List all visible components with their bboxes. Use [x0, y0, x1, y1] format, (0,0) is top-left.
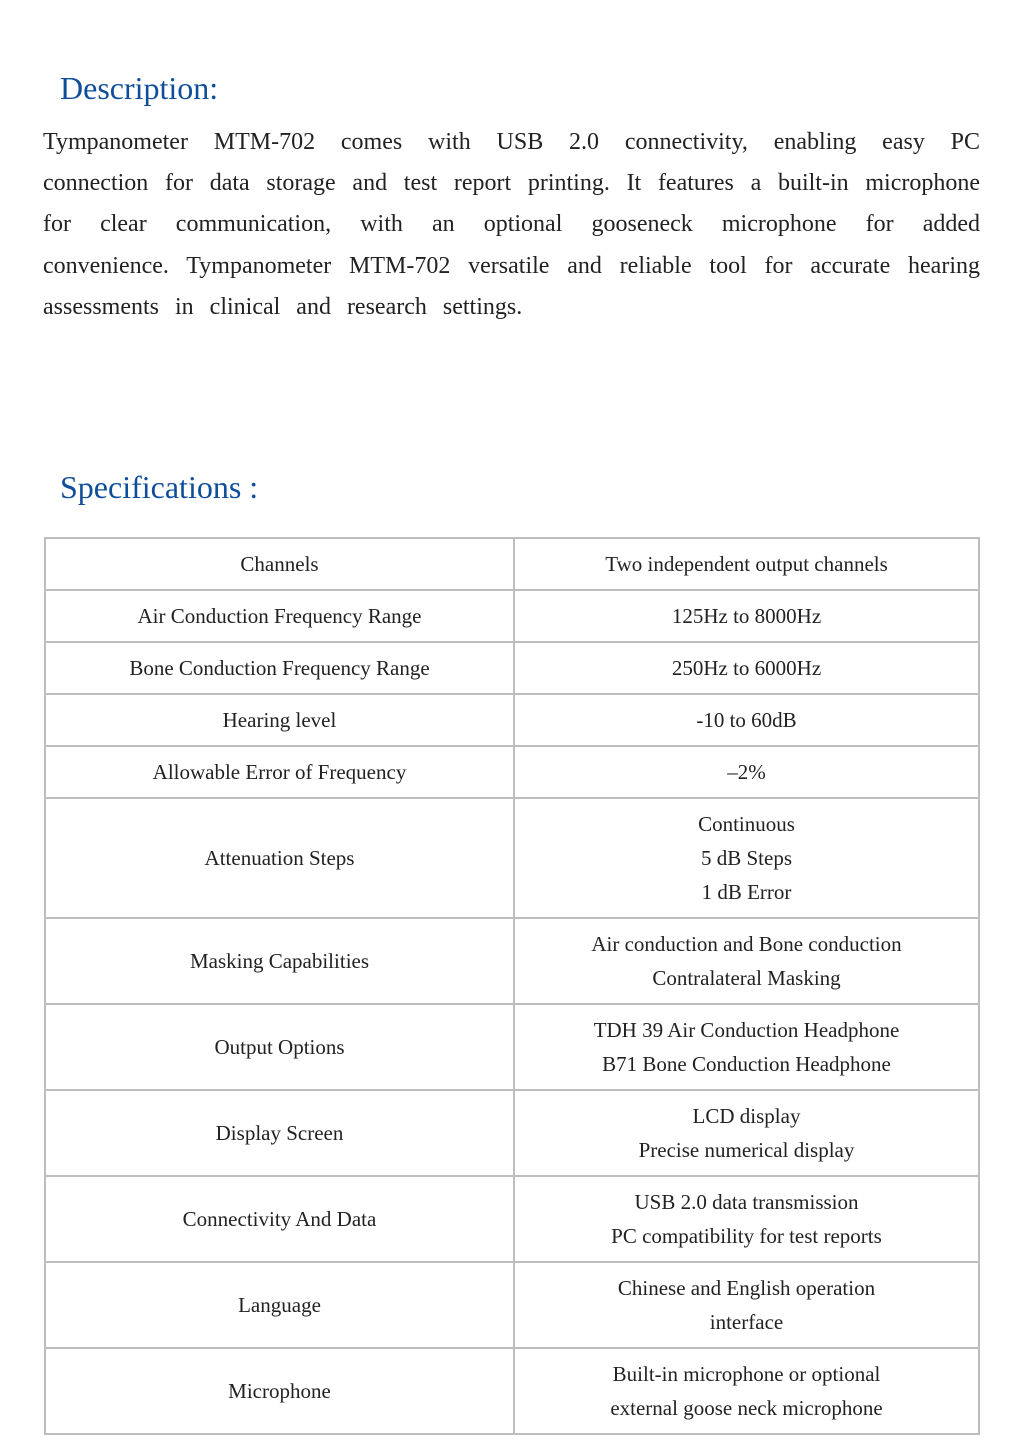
spec-value-line: Two independent output channels — [605, 552, 888, 576]
spec-value — [514, 798, 979, 918]
spec-value — [514, 1176, 979, 1262]
spec-label: Microphone — [45, 1348, 514, 1434]
table-row — [45, 1176, 979, 1262]
table-row — [45, 746, 979, 798]
spec-value-line: LCD display — [692, 1104, 801, 1128]
spec-label: Allowable Error of Frequency — [45, 746, 514, 798]
spec-value-line: PC compatibility for test reports — [611, 1224, 882, 1248]
spec-value-line: Built-in microphone or optional — [612, 1362, 881, 1386]
description-heading: Description: — [60, 70, 219, 106]
spec-value-line: 5 dB Steps — [700, 846, 792, 870]
spec-label: Channels — [45, 538, 514, 590]
spec-value — [514, 1004, 979, 1090]
spec-value — [514, 746, 979, 798]
spec-value-line: Continuous — [698, 812, 795, 836]
spec-value-line: Chinese and English operation — [617, 1276, 876, 1300]
spec-label: Language — [45, 1262, 514, 1348]
table-row — [45, 1090, 979, 1176]
table-row — [45, 694, 979, 746]
spec-value — [514, 918, 979, 1004]
table-row — [45, 1348, 979, 1434]
specifications-table — [44, 537, 980, 1435]
spec-label: Attenuation Steps — [45, 798, 514, 918]
spec-value-line: TDH 39 Air Conduction Headphone — [593, 1018, 900, 1042]
spec-value-line: external goose neck microphone — [610, 1396, 883, 1420]
spec-value — [514, 1348, 979, 1434]
spec-value — [514, 642, 979, 694]
table-row — [45, 918, 979, 1004]
spec-value-line: Air conduction and Bone conduction — [591, 932, 902, 956]
specifications-heading: Specifications : — [60, 469, 259, 505]
table-row — [45, 538, 979, 590]
spec-value-line: 250Hz to 6000Hz — [671, 656, 822, 680]
spec-value-line: –2% — [727, 760, 766, 784]
table-row — [45, 642, 979, 694]
spec-value-line: interface — [709, 1310, 784, 1334]
spec-label: Air Conduction Frequency Range — [45, 590, 514, 642]
spec-label: Display Screen — [45, 1090, 514, 1176]
table-row — [45, 1004, 979, 1090]
table-row — [45, 1262, 979, 1348]
spec-value — [514, 590, 979, 642]
table-row — [45, 590, 979, 642]
spec-value-line: B71 Bone Conduction Headphone — [602, 1052, 891, 1076]
spec-value-line: Precise numerical display — [638, 1138, 855, 1162]
spec-value — [514, 1262, 979, 1348]
spec-value-line: -10 to 60dB — [696, 708, 797, 732]
spec-label: Output Options — [45, 1004, 514, 1090]
description-paragraph: Tympanometer MTM-702 comes with USB 2.0 connectivity, enabling easy PC connection for data storage and test report printing. It features a built-in microphone for clear communication, with an optional gooseneck microphone for added convenience. Tympanometer MTM-702 versatile and reliable tool for accurate hearing assessments in clinical and research settings. — [43, 129, 980, 320]
spec-value — [514, 1090, 979, 1176]
spec-value-line: 1 dB Error — [701, 880, 792, 904]
spec-label: Masking Capabilities — [45, 918, 514, 1004]
spec-label: Bone Conduction Frequency Range — [45, 642, 514, 694]
spec-value-line: 125Hz to 8000Hz — [671, 604, 822, 628]
table-row — [45, 798, 979, 918]
spec-value — [514, 538, 979, 590]
spec-value-line: Contralateral Masking — [652, 966, 841, 990]
spec-value — [514, 694, 979, 746]
spec-label: Connectivity And Data — [45, 1176, 514, 1262]
spec-label: Hearing level — [45, 694, 514, 746]
spec-value-line: USB 2.0 data transmission — [634, 1190, 859, 1214]
